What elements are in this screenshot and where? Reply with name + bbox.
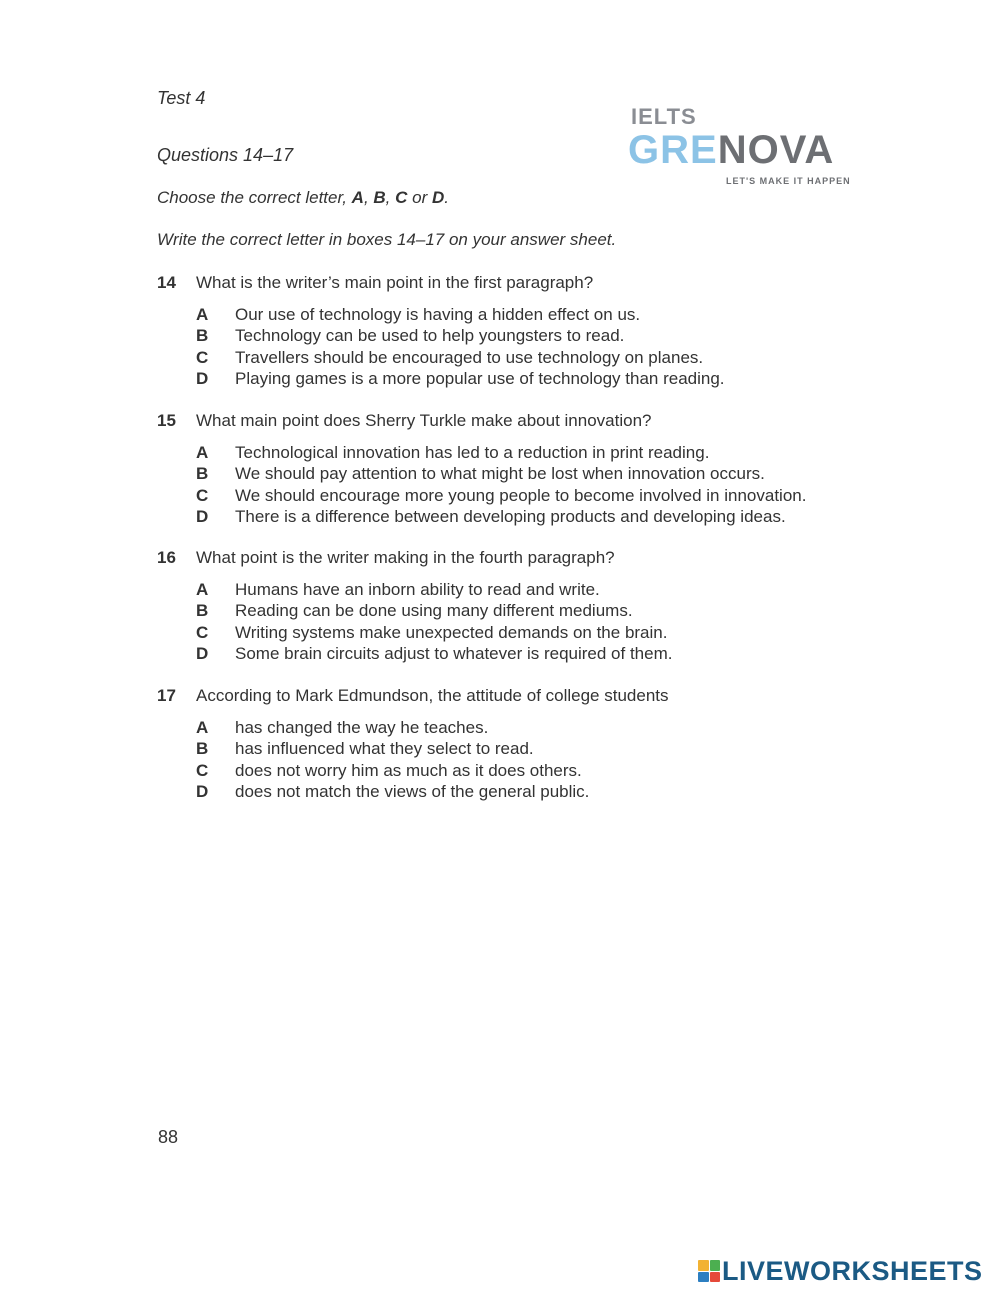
option-letter: B: [196, 601, 209, 621]
icon-square-4: [710, 1272, 721, 1283]
option-text: has changed the way he teaches.: [235, 718, 489, 737]
option-d[interactable]: [196, 643, 877, 664]
option-letter: A: [196, 305, 209, 324]
option-b[interactable]: [196, 325, 877, 346]
question-text: According to Mark Edmundson, the attitude of college students: [196, 686, 669, 705]
option-c[interactable]: [196, 347, 877, 368]
option-list: [196, 717, 877, 802]
option-a[interactable]: [196, 304, 877, 325]
icon-square-1: [698, 1260, 709, 1271]
question-17: [157, 685, 877, 802]
option-text: Technological innovation has led to a reduction in print reading.: [235, 443, 710, 462]
option-letter: B: [196, 464, 209, 484]
option-letter: A: [196, 580, 209, 599]
page-number: 88: [158, 1127, 179, 1147]
option-a[interactable]: [196, 717, 877, 738]
option-d[interactable]: [196, 506, 877, 527]
option-letter: B: [196, 739, 209, 759]
option-c[interactable]: [196, 485, 877, 506]
option-list: [196, 304, 877, 389]
logo-wordmark: [628, 128, 834, 172]
option-d[interactable]: [196, 368, 877, 389]
option-letter: B: [196, 326, 209, 346]
logo-tagline: LET'S MAKE IT HAPPEN: [726, 176, 851, 186]
option-c[interactable]: [196, 760, 877, 781]
option-text: Technology can be used to help youngsters to read.: [235, 326, 625, 346]
option-text: There is a difference between developing products and developing ideas.: [235, 506, 786, 526]
question-number: 14: [157, 273, 176, 292]
ielts-grenova-logo: [628, 104, 868, 188]
liveworksheets-icon: [698, 1260, 720, 1282]
test-label: Test 4: [157, 88, 206, 108]
option-text: We should pay attention to what might be lost when innovation occurs.: [235, 464, 765, 484]
option-letter: C: [196, 347, 209, 367]
instruction-letter-c: C: [395, 188, 408, 207]
liveworksheets-wordmark: LIVEWORKSHEETS: [722, 1255, 983, 1286]
questions-range-heading: Questions 14–17: [157, 145, 294, 165]
option-a[interactable]: [196, 442, 877, 463]
option-c[interactable]: [196, 622, 877, 643]
option-b[interactable]: [196, 600, 877, 621]
option-d[interactable]: [196, 781, 877, 802]
instruction-sep: ,: [385, 188, 396, 207]
question-text: What main point does Sherry Turkle make about innovation?: [196, 411, 652, 430]
instruction-end: .: [444, 188, 449, 207]
instruction-text: Choose the correct letter,: [157, 188, 352, 207]
liveworksheets-brand[interactable]: [698, 1254, 983, 1288]
option-letter: C: [196, 485, 209, 505]
option-text: We should encourage more young people to become involved in innovation.: [235, 485, 807, 505]
question-15: [157, 410, 877, 527]
logo-gre-text: GRE: [628, 128, 718, 172]
option-text: does not worry him as much as it does others.: [235, 760, 582, 780]
option-text: does not match the views of the general public.: [235, 781, 590, 801]
question-number: 15: [157, 411, 176, 430]
instruction-letter-d: D: [431, 188, 445, 207]
option-text: Travellers should be encouraged to use technology on planes.: [235, 347, 704, 367]
question-14: [157, 272, 877, 389]
option-text: Humans have an inborn ability to read and write.: [235, 580, 600, 599]
instruction-letter-b: B: [373, 188, 386, 207]
instruction-answer-sheet: Write the correct letter in boxes 14–17 on your answer sheet.: [157, 230, 617, 249]
option-letter: D: [196, 368, 209, 388]
option-letter: C: [196, 760, 209, 780]
question-number: 16: [157, 548, 176, 567]
option-a[interactable]: [196, 579, 877, 600]
instruction-sep: ,: [363, 188, 374, 207]
option-text: Some brain circuits adjust to whatever is required of them.: [235, 643, 673, 663]
option-text: has influenced what they select to read.: [235, 739, 534, 759]
icon-square-3: [698, 1272, 709, 1283]
question-text: What is the writer’s main point in the first paragraph?: [196, 273, 594, 292]
option-text: Playing games is a more popular use of technology than reading.: [235, 368, 725, 388]
option-letter: A: [196, 443, 209, 462]
option-letter: C: [196, 622, 209, 642]
option-list: [196, 579, 877, 664]
icon-square-2: [710, 1260, 721, 1271]
option-text: Our use of technology is having a hidden effect on us.: [235, 305, 641, 324]
question-text: What point is the writer making in the fourth paragraph?: [196, 548, 615, 567]
instruction-letter-a: A: [351, 188, 364, 207]
instruction-choose-letter: [157, 188, 449, 208]
option-list: [196, 442, 877, 527]
option-letter: D: [196, 781, 209, 801]
option-text: Reading can be done using many different mediums.: [235, 601, 633, 621]
logo-nova-text: NOVA: [717, 128, 835, 172]
option-letter: D: [196, 506, 209, 526]
question-number: 17: [157, 686, 176, 705]
option-b[interactable]: [196, 738, 877, 759]
option-letter: A: [196, 718, 209, 737]
option-text: Writing systems make unexpected demands on the brain.: [235, 622, 668, 642]
option-b[interactable]: [196, 463, 877, 484]
option-letter: D: [196, 643, 209, 663]
instruction-sep: or: [407, 188, 432, 207]
logo-ielts-text: IELTS: [631, 104, 697, 129]
question-16: [157, 547, 877, 664]
